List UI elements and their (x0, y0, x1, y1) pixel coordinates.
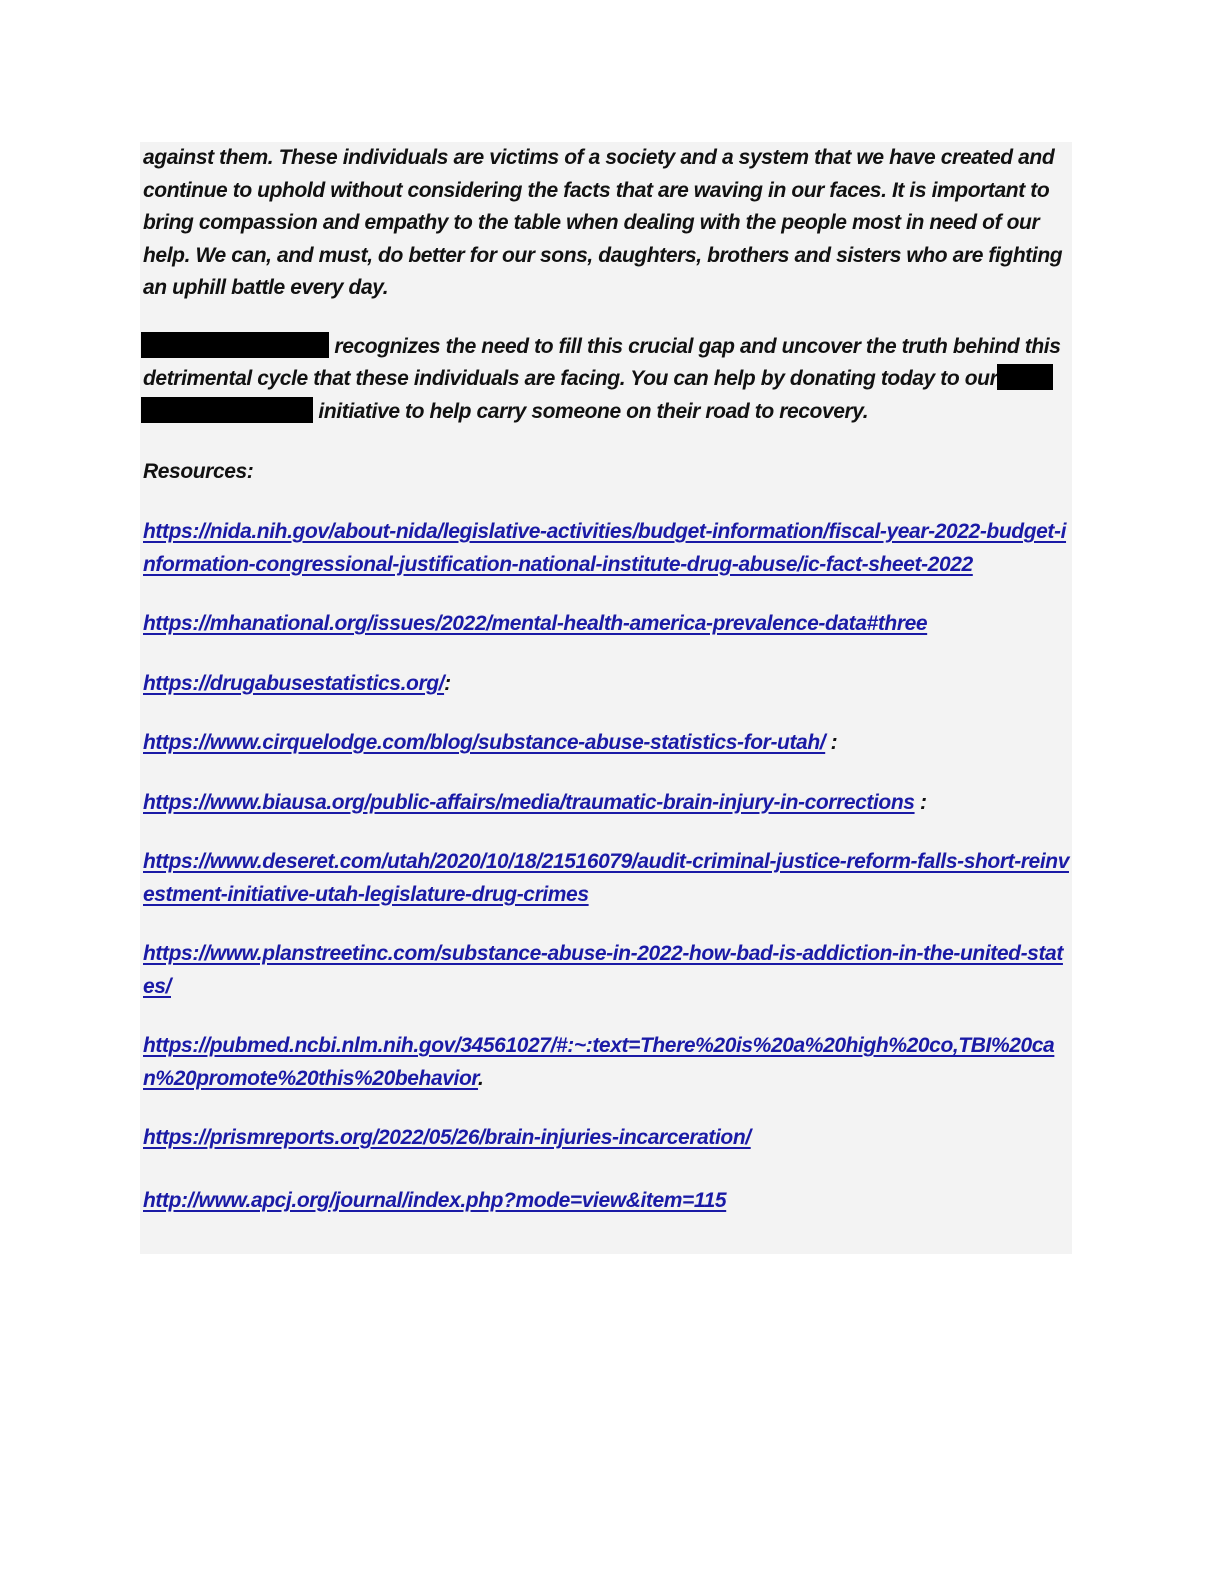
resource-item (143, 1185, 1071, 1218)
resource-links (143, 516, 1071, 1217)
resource-link[interactable]: https://nida.nih.gov/about-nida/legislative-activities/budget-information/fiscal-year-2022-budget-information-congressional-justification-national-institute-drug-abuse/ic-fact-sheet-2022 (143, 520, 1067, 576)
resource-link[interactable]: https://www.planstreetinc.com/substance-abuse-in-2022-how-bad-is-addiction-in-the-united-states/ (143, 942, 1063, 998)
resource-link[interactable]: https://www.deseret.com/utah/2020/10/18/21516079/audit-criminal-justice-reform-falls-short-reinvestment-initiative-utah-legislature-drug-crimes (143, 850, 1069, 906)
redaction-block (141, 332, 329, 358)
resource-link[interactable]: https://drugabusestatistics.org/ (143, 671, 445, 695)
resources-heading: Resources: (143, 460, 254, 483)
resource-link[interactable]: https://www.biausa.org/public-affairs/media/traumatic-brain-injury-in-corrections (143, 790, 915, 814)
link-trail: : (914, 790, 927, 814)
paragraph-intro: against them. These individuals are victims of a society and a system that we have created and continue to uphold without considering the facts that are waving in our faces. It is important to bring compassion and empathy to the table when dealing with the people most in need of our help. We can, and must, do better for our sons, daughters, brothers and sisters who are fighting an uphill battle every day. (143, 146, 1063, 299)
resource-item (143, 938, 1071, 1003)
paragraph-donation-text-b: initiative to help carry someone on their road to recovery. (313, 399, 869, 423)
resource-item (143, 1122, 1071, 1155)
link-trail: : (825, 731, 838, 754)
resource-link[interactable]: https://www.cirquelodge.com/blog/substance-abuse-statistics-for-utah/ (143, 731, 826, 754)
resource-item (143, 1030, 1071, 1095)
resource-item (143, 846, 1071, 911)
resource-item (143, 668, 1071, 701)
redaction-block (141, 397, 313, 423)
resource-link[interactable]: http://www.apcj.org/journal/index.php?mode=view&item=115 (143, 1188, 727, 1212)
paragraph-donation-text-a: recognizes the need to fill this crucial gap and uncover the truth behind this detrimental cycle that these individuals are facing. You can help by donating today to our (143, 334, 1061, 390)
resource-item (143, 727, 1071, 760)
document-body (143, 142, 1071, 1244)
link-trail: : (444, 671, 451, 695)
resource-item (143, 787, 1071, 820)
resource-item (143, 608, 1071, 641)
resource-item (143, 516, 1071, 581)
paragraph-donation (143, 331, 1071, 429)
redaction-block (997, 364, 1053, 390)
resource-link[interactable]: https://mhanational.org/issues/2022/mental-health-america-prevalence-data#three (143, 612, 928, 635)
resource-link[interactable]: https://prismreports.org/2022/05/26/brain-injuries-incarceration/ (143, 1126, 751, 1149)
link-trail: . (478, 1066, 484, 1090)
resource-link[interactable]: https://pubmed.ncbi.nlm.nih.gov/34561027/#:~:text=There%20is%20a%20high%20co,TBI%20can%20promote%20this%20behavior (143, 1034, 1055, 1090)
